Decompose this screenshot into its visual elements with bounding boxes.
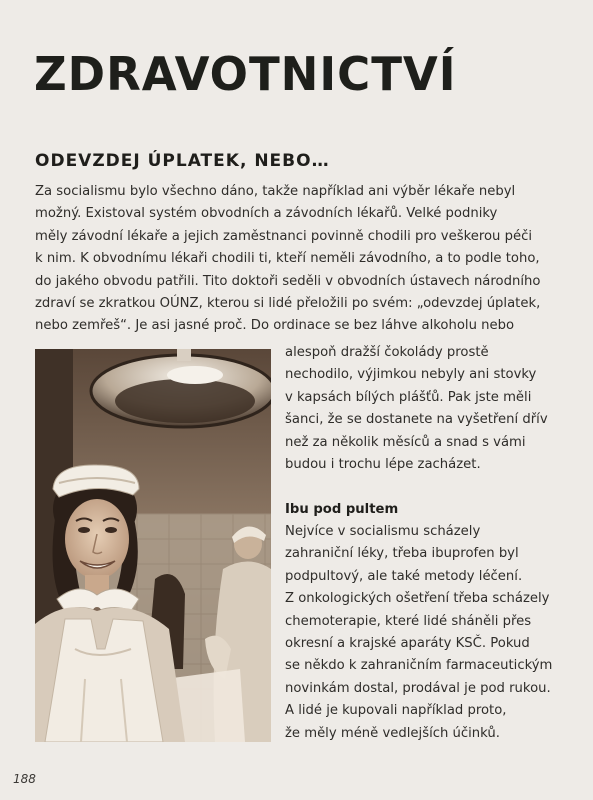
nurse-photo-illustration [35, 349, 271, 742]
paragraph-line: chemoterapie, které lidé sháněli přes [285, 613, 532, 629]
paragraph-line: Nejvíce v socialismu scházely [285, 524, 481, 539]
nurse-photo [35, 349, 271, 742]
paragraph-line: možný. Existoval systém obvodních a závodních lékařů. Velké podniky [35, 206, 498, 222]
intro-paragraph [35, 181, 560, 338]
paragraph-line: do jakého obvodu patřili. Tito doktoři seděli v obvodních ústavech národního [35, 273, 541, 289]
paragraph-line: zdraví se zkratkou OÚNZ, kterou si lidé přeložili po svém: „odevzdej úplatek, [35, 296, 541, 312]
paragraph-line: měly závodní lékaře a jejich zaměstnanci povinně chodili pro veškerou péči [35, 228, 533, 244]
page-title: ZDRAVOTNICTVÍ [34, 47, 457, 101]
section-title: ODEVZDEJ ÚPLATEK, NEBO… [35, 151, 330, 171]
paragraph-line: že měly méně vedlejších účinků. [285, 725, 500, 741]
paragraph-line: okresní a krajské aparáty KSČ. Pokud [285, 636, 530, 652]
paragraph-line: k nim. K obvodnímu lékaři chodili ti, kteří neměli závodního, a to podle toho, [35, 251, 540, 267]
side-paragraph [285, 342, 570, 476]
paragraph-line: novinkám dostal, prodával je pod rukou. [285, 680, 551, 696]
subheading: Ibu pod pultem [285, 502, 399, 517]
paragraph-line: nechodilo, výjimkou nebyly ani stovky [285, 367, 537, 383]
paragraph-line: Z onkologických ošetření třeba scházely [285, 591, 550, 607]
paragraph-line: Za socialismu bylo všechno dáno, takže například ani výběr lékaře nebyl [35, 184, 516, 199]
paragraph-line: se někdo k zahraničním farmaceutickým [285, 658, 553, 674]
paragraph-line: než za několik měsíců a snad s vámi [285, 434, 526, 450]
paragraph-line: alespoň dražší čokolády prostě [285, 345, 489, 360]
paragraph-line: nebo zemřeš“. Je asi jasné proč. Do ordinace se bez láhve alkoholu nebo [35, 318, 515, 334]
paragraph-line: šanci, že se dostanete na vyšetření dřív [285, 412, 548, 428]
ibu-paragraph [285, 521, 570, 745]
paragraph-line: A lidé je kupovali například proto, [285, 703, 507, 719]
paragraph-line: budou i trochu lépe zacházet. [285, 457, 481, 473]
paragraph-line: zahraniční léky, třeba ibuprofen byl [285, 546, 519, 562]
page-number: 188 [13, 772, 36, 786]
paragraph-line: v kapsách bílých plášťů. Pak jste měli [285, 389, 532, 405]
paragraph-line: podpultový, ale také metody léčení. [285, 568, 523, 584]
